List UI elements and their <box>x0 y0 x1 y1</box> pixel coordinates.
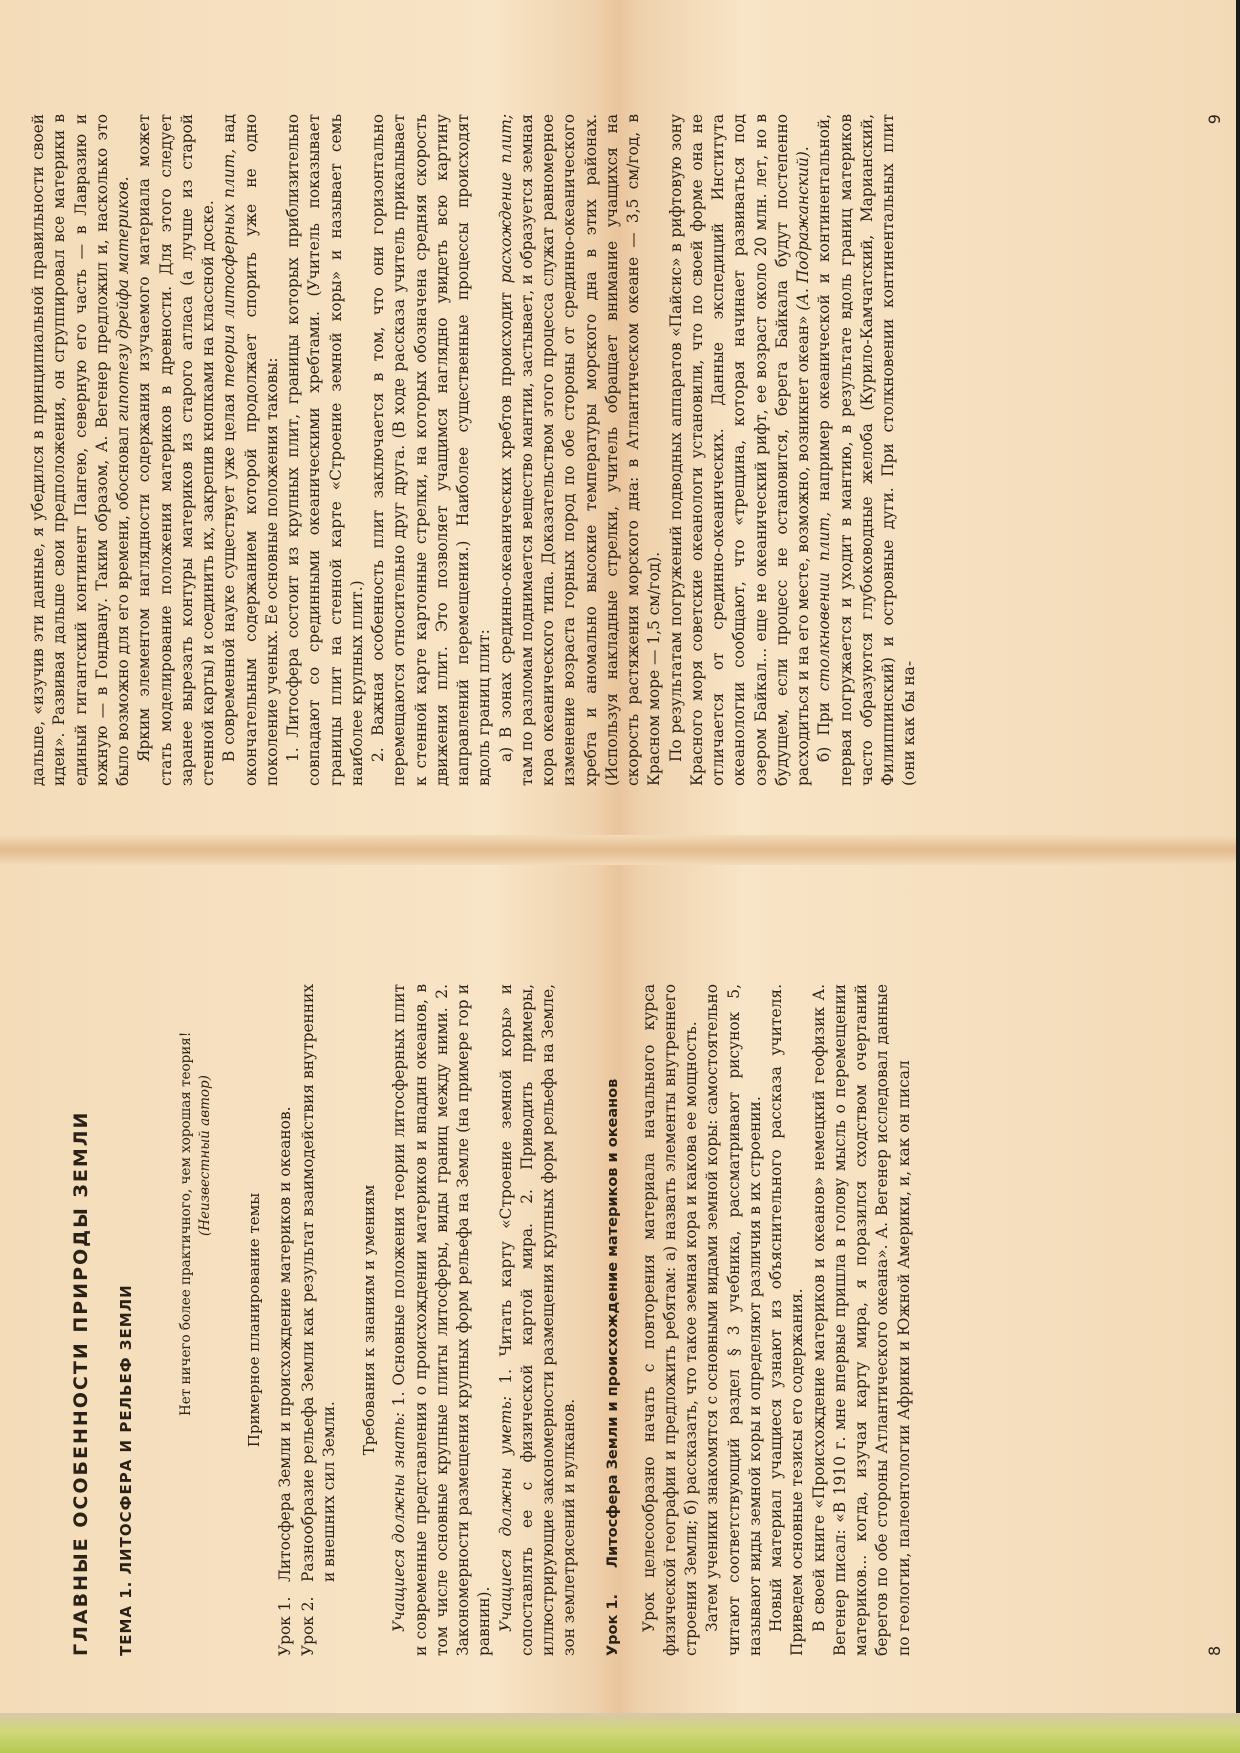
lesson-text: Литосфера Земли и происхождение материков и океанов. <box>275 1106 294 1582</box>
paragraph <box>28 114 134 786</box>
epigraph: Нет ничего более практичного, чем хорошая теория! <box>177 1031 194 1416</box>
italic-term: гипотезу дрейфа материков. <box>114 176 132 422</box>
paragraph-text: например океанической и континентальной, первая погружается и уходит в мантию, в результате вдоль границ материков часто образуются глубоководные желоба (Курило-Камчатский, Марианский, Филиппинский) и островные дуги. При столкновении континентальных плит (они как бы на- <box>815 113 919 786</box>
paragraph <box>666 114 815 786</box>
paragraph-text: б) При <box>815 691 834 762</box>
lesson-label: Урок 2. <box>299 1596 318 1656</box>
section-title: ГЛАВНЫЕ ОСОБЕННОСТИ ПРИРОДЫ ЗЕМЛИ <box>70 1110 92 1656</box>
list-item <box>275 984 296 1656</box>
lesson-heading-title: Литосфера Земли и происхождение материков и океанов <box>604 1078 621 1568</box>
paragraph-text: По результатам погружений подводных аппаратов «Пайсис» в рифтовую зону Красного моря советские океанологи установили, что по своей форме она не отличается от срединно-океанических. Данные экспедиций Института океанологии сообщают, что «трещина, которая начинает развиваться под озером Байкал... еще не океанический рифт, ее возраст около 20 млн. лет, но в будущем, если процесс не остановится, берега Байкала будут постепенно расходиться и на его месте, возможно, возникнет океан» <box>666 114 812 786</box>
paragraph-text: а) В зонах срединно-океанических хребтов происходит <box>496 283 515 762</box>
can-lead: Учащиеся должны уметь: <box>496 1396 515 1632</box>
lesson-heading-label: Урок 1. <box>604 1593 621 1656</box>
page-number: 8 <box>1204 1645 1224 1656</box>
scanner-edge <box>1236 0 1240 1753</box>
page-number: 9 <box>1204 114 1224 125</box>
paragraph: Затем ученики знакомятся с основными видами земной коры: самостоятельно читают соответствующий раздел § 3 учебника, рассматривают рисунок 5, называют виды земной коры и определяют различия в их строении. <box>703 984 764 1656</box>
lesson-heading <box>603 984 623 1656</box>
paragraph <box>814 114 920 786</box>
paragraph-text: В современной науке существует уже целая <box>220 387 239 762</box>
know-lead: Учащиеся должны знать: <box>390 1412 409 1632</box>
book-cover-edge <box>0 1713 1240 1753</box>
topic-title: ТЕМА 1. ЛИТОСФЕРА И РЕЛЬЕФ ЗЕМЛИ <box>117 1284 136 1656</box>
paragraph <box>219 114 283 786</box>
know-text: 1. Основные положения теории литосферных плит и современные представления о происхождении материков и впадин океанов, в том числе основные крупные плиты литосферы, виды границ между ними. 2. Закономерности размещения крупных форм рельефа на Земле (на примере гор и равнин). <box>390 984 494 1656</box>
italic-term: теория литосферных плит, <box>220 148 239 388</box>
paragraph-text: над окончательным содержанием которой продолжает спорить уже не одно поколение ученых. Ее основные положения таковы: <box>220 114 281 786</box>
paragraph: Новый материал учащиеся узнают из объяснительного рассказа учителя. Приведем основные тезисы его содержания. <box>767 984 807 1656</box>
list-item <box>298 984 341 1656</box>
page-8 <box>0 944 1236 1700</box>
italic-term: столкновении плит, <box>815 512 834 692</box>
paragraph-text: там по разломам поднимается вещество мантии, застывает, и образуется земная кора океанического типа. Доказательством этого процесса служат равномерное изменение возраста горных пород по обе стороны от срединно-океанического хребта и аномально высокие температуры морского дна в этих районах. (Используя накладные стрелки, учитель обращает внимание учащихся на скорость растяжения морского дна: в Атлантическом океане — 3,5 см/год, в Красном море — 1,5 см/год). <box>517 114 664 786</box>
requirements-heading: Требования к знаниям и умениям <box>359 1184 378 1456</box>
paragraph: 2. Важная особенность плит заключается в том, что они горизонтально перемещаются относительно друг друга. (В ходе рассказа учитель прикалывает к стенной карте картонные стрелки, на которых обозначена средняя скорость движения плит. Это позволяет учащимся наглядно увидеть всю картину направлений перемещения.) Наиболее существенные процессы происходят вдоль границ плит: <box>369 114 494 786</box>
epigraph-source: (Неизвестный автор) <box>196 1075 213 1236</box>
paragraph: 1. Литосфера состоит из крупных плит, границы которых приблизительно совпадают со срединными океаническими хребтами. (Учитель показывает границы плит на стенной карте «Строение земной коры» и называет семь наиболее крупных плит.) <box>284 114 366 786</box>
lesson-plan-list <box>275 984 341 1656</box>
paragraph <box>389 984 495 1656</box>
page-9 <box>0 74 1236 830</box>
italic-term: расхождение плит; <box>496 113 515 284</box>
book-gutter <box>0 835 1236 865</box>
paragraph <box>496 114 666 786</box>
lesson-label: Урок 1. <box>275 1596 294 1656</box>
paragraph <box>496 984 581 1656</box>
paragraph: В своей книге «Происхождение материков и океанов» немецкий геофизик А. Вегенер писал: «В 1910 г. мне впервые пришла в голову мысль о перемещении материков... когда, изучая карту мира, я поразился сходством очертаний берегов по обе стороны Атлантического океана». А. Вегенер исследовал данные по геологии, палеонтологии Африки и Южной Америки, и, как он писал <box>809 984 913 1656</box>
paragraph: Урок целесообразно начать с повторения материала начального курса физической географии и предложить ребятам: а) назвать элементы внутреннего строения Земли; б) рассказать, что такое земная кора и какова ее мощность. <box>639 984 701 1656</box>
citation: (А. Подражанский). <box>794 146 812 311</box>
plan-heading: Примерное планирование темы <box>245 1192 264 1448</box>
paragraph-text: дальше, «изучив эти данные, я убедился в принципиальной правильности своей идеи». Развивая дальше свои предположения, он сгруппировал все материки в единый гигантский континент Пангею, северную его часть — в Лавразию и южную — в Гондвану. Таким образом, А. Вегенер предложил и, насколько это было возможно для его времени, обосновал <box>29 114 132 786</box>
can-text: 1. Читать карту «Строение земной коры» и сопоставлять ее с физической картой мира. 2. Приводить примеры, иллюстрирующие закономерности размещения крупных форм рельефа на Земле, зон землетрясений и вулканов. <box>496 984 579 1656</box>
paragraph: Ярким элементом наглядности содержания изучаемого материала может стать моделирование положения материков в древности. Для этого следует заранее вырезать контуры материков из старого атласа (а лучше из старой стенной карты) и соединить их, закрепив кнопками на классной доске. <box>135 114 217 786</box>
lesson-text: Разнообразие рельефа Земли как результат взаимодействия внутренних и внешних сил Земли. <box>299 984 339 1582</box>
